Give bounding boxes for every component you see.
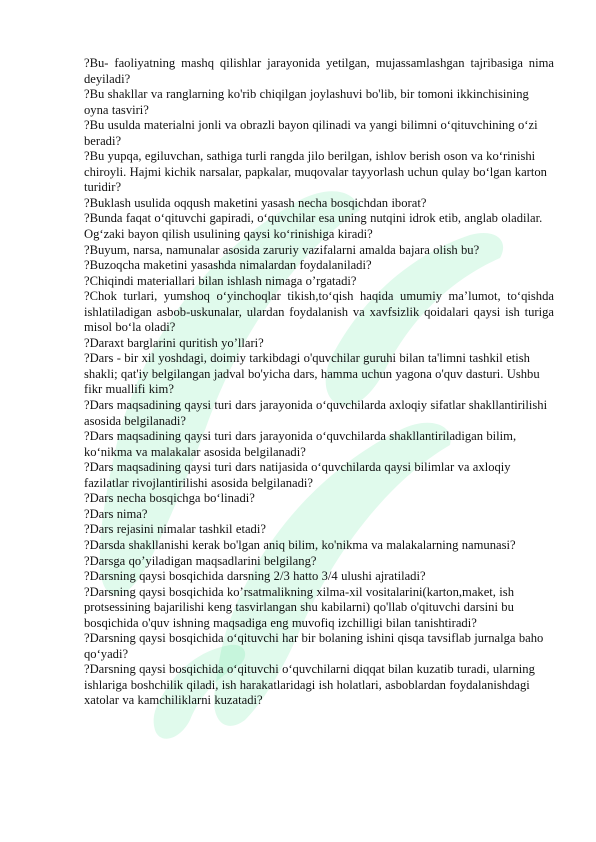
question-22: ?Darsning qaysi bosqichida ko’rsatmalikning xilma-xil vositalarini(karton,maket, ish protsessining bajarilishi keng tasvirlangan shu kabilarni) qo'llab o'qituvchi darsini bu bosqichida o'quv ishning maqsadiga eng muvofiq izchilligi bilan tanishtiradi? (84, 584, 514, 630)
question-11: ?Daraxt barglarini quritish yo’llari? (84, 335, 264, 350)
question-10: ?Chok turlari, yumshoq o‘yinchoqlar tikish,to‘qish haqida umumiy ma’lumot, to‘qishda ishlatiladigan asbob-uskunalar, ulardan foydalanish va xavfsizlik qoidalari qaysi ish turiga misol bo‘la oladi? (84, 289, 554, 335)
question-3: ?Bu usulda materialni jonli va obrazli bayon qilinadi va yangi bilimni o‘qituvchining o‘zi beradi? (84, 118, 538, 148)
question-2: ?Bu shakllar va ranglarning ko'rib chiqilgan joylashuvi bo'lib, bir tomoni ikkinchisining oyna tasviri? (84, 87, 529, 117)
question-20: ?Darsga qo’yiladigan maqsadlarini belgilang? (84, 553, 317, 568)
question-1: ?Bu- faoliyatning mashq qilishlar jarayonida yetilgan, mujassamlashgan tajribasiga nima deyiladi? (84, 56, 554, 86)
question-12: ?Dars - bir xil yoshdagi, doimiy tarkibdagi o'quvchilar guruhi bilan ta'limni tashkil etish shakli; qat'iy belgilangan jadval bo'yicha dars, hamma uchun yagona o'quv dasturi. Ushbu fikr muallifi kim? (84, 351, 540, 397)
question-24: ?Darsning qaysi bosqichida o‘qituvchi o‘quvchilarni diqqat bilan kuzatib turadi, ularning ishlariga boshchilik qiladi, ish harakatlaridagi ish holatlari, asboblardan foydalanishdagi xatolar va kamchiliklarni kuzatadi? (84, 662, 535, 708)
question-19: ?Darsda shakllanishi kerak bo'lgan aniq bilim, ko'nikma va malakalarning namunasi? (84, 537, 516, 552)
question-7: ?Buyum, narsa, namunalar asosida zaruriy vazifalarni amalda bajara olish bu? (84, 242, 480, 257)
question-14: ?Dars maqsadining qaysi turi dars jarayonida o‘quvchilarda shakllantiriladigan bilim, ko‘nikma va malakalar asosida belgilanadi? (84, 429, 517, 459)
question-9: ?Chiqindi materiallari bilan ishlash nimaga o’rgatadi? (84, 273, 357, 288)
question-13: ?Dars maqsadining qaysi turi dars jarayonida o‘quvchilarda axloqiy sifatlar shakllantirilishi asosida belgilanadi? (84, 398, 548, 428)
question-5: ?Buklash usulida oqqush maketini yasash necha bosqichdan iborat? (84, 195, 427, 210)
question-17: ?Dars nima? (84, 506, 148, 521)
question-list (84, 56, 554, 709)
question-4: ?Bu yupqa, egiluvchan, sathiga turli rangda jilo berilgan, ishlov berish oson va ko‘rinishi chiroyli. Hajmi kichik narsalar, papkalar, muqovalar tayyorlash uchun qulay bo‘lgan karton turidir? (84, 149, 547, 195)
question-18: ?Dars rejasini nimalar tashkil etadi? (84, 522, 266, 537)
question-23: ?Darsning qaysi bosqichida o‘qituvchi har bir bolaning ishini qisqa tavsiflab jurnalga baho qo‘yadi? (84, 631, 544, 661)
question-6: ?Bunda faqat o‘qituvchi gapiradi, o‘quvchilar esa uning nutqini idrok etib, anglab oladilar. Og‘zaki bayon qilish usulining qaysi ko‘rinishiga kiradi? (84, 211, 543, 242)
question-15: ?Dars maqsadining qaysi turi dars natijasida o‘quvchilarda qaysi bilimlar va axloqiy fazilatlar rivojlantirilishi asosida belgilanadi? (84, 460, 511, 490)
question-16: ?Dars necha bosqichga bo‘linadi? (84, 491, 255, 506)
question-21: ?Darsning qaysi bosqichida darsning 2/3 hatto 3/4 ulushi ajratiladi? (84, 569, 426, 584)
question-8: ?Buzoqcha maketini yasashda nimalardan foydalaniladi? (84, 258, 372, 273)
